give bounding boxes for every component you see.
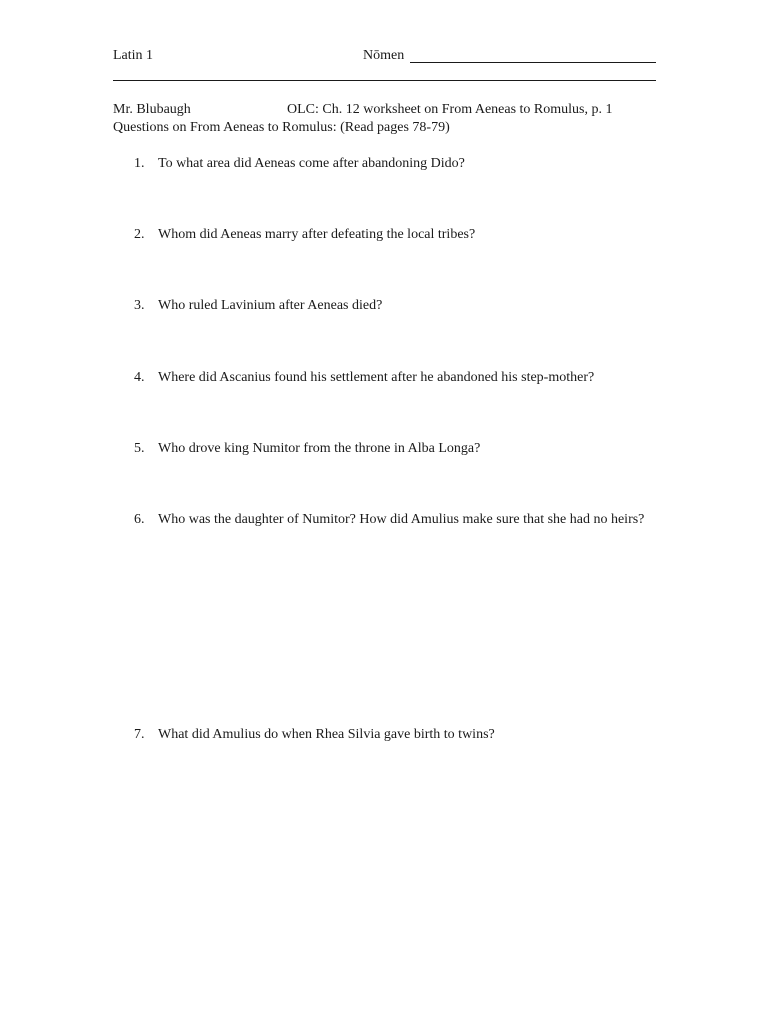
question-number: 3. (134, 298, 145, 313)
question-number: 4. (134, 370, 145, 385)
question-number: 2. (134, 227, 145, 242)
question-text: Whom did Aeneas marry after defeating the local tribes? (158, 227, 476, 242)
question-text: Where did Ascanius found his settlement after he abandoned his step-mother? (158, 370, 595, 385)
question-text: Who ruled Lavinium after Aeneas died? (158, 298, 383, 313)
question-text: To what area did Aeneas come after abandoning Dido? (158, 156, 465, 171)
question-text: What did Amulius do when Rhea Silvia gave birth to twins? (158, 727, 495, 742)
teacher-name: Mr. Blubaugh (113, 102, 191, 117)
question-text: Who was the daughter of Numitor? How did Amulius make sure that she had no heirs? (158, 512, 645, 527)
reading-instructions: Questions on From Aeneas to Romulus: (Read pages 78-79) (113, 120, 450, 135)
question-number: 7. (134, 727, 145, 742)
name-blank-line (410, 62, 656, 63)
question-number: 6. (134, 512, 145, 527)
header-divider (113, 80, 656, 81)
course-label: Latin 1 (113, 48, 154, 63)
question-number: 1. (134, 156, 145, 171)
name-label: Nōmen (363, 48, 405, 63)
question-text: Who drove king Numitor from the throne in Alba Longa? (158, 441, 481, 456)
worksheet-title: OLC: Ch. 12 worksheet on From Aeneas to Romulus, p. 1 (287, 102, 613, 117)
question-number: 5. (134, 441, 145, 456)
